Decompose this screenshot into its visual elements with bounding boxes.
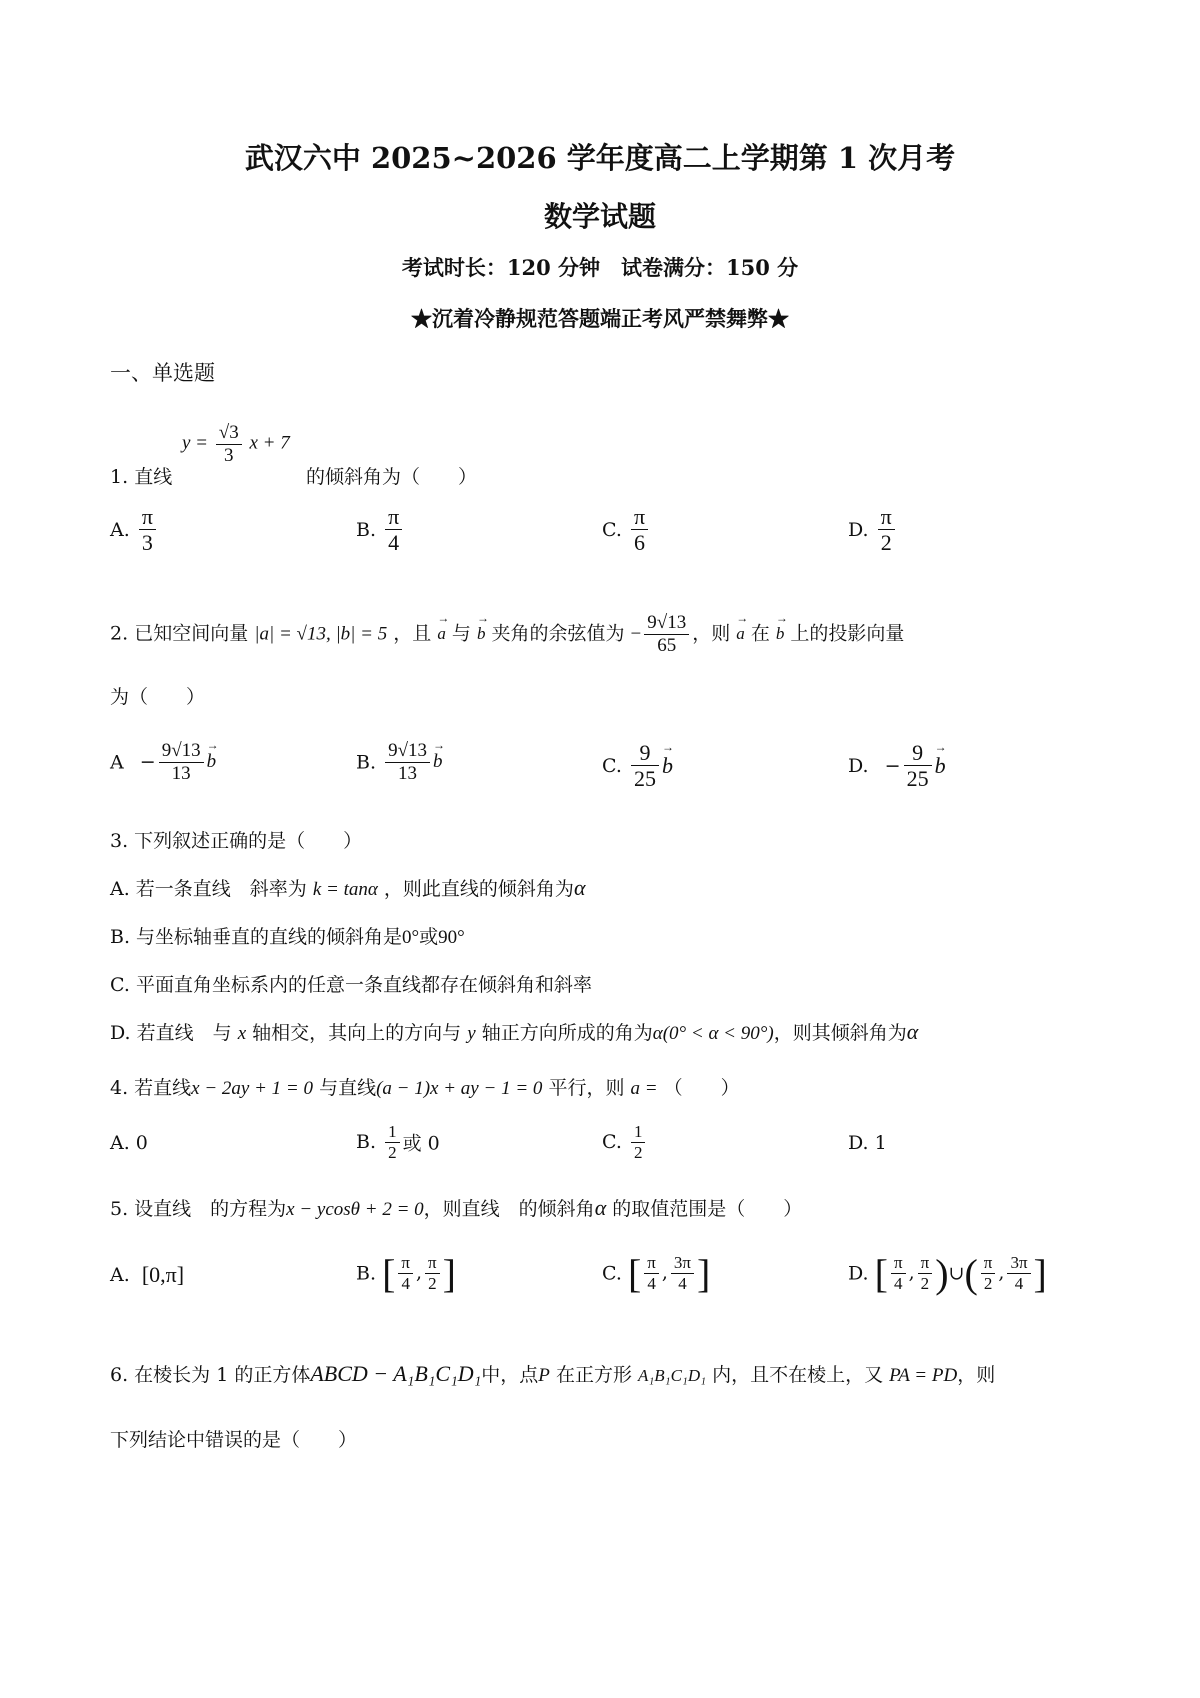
frac-numerator: 9 — [904, 740, 932, 766]
question-4 — [110, 1073, 740, 1100]
q1-post: 的倾斜角为（ ） — [306, 466, 478, 488]
question-text: 6. 在棱长为 1 的正方体 — [110, 1364, 311, 1386]
question-text: 内，且不在棱上，又 — [712, 1364, 884, 1386]
subject-title: 数学试题 — [543, 200, 656, 233]
q2-line2: 为（ ） — [110, 686, 206, 708]
question-text: 上的投影向量 — [790, 622, 905, 645]
question-text: 在正方形 — [555, 1364, 632, 1386]
question-text: （ ） — [663, 1077, 740, 1099]
question-1 — [110, 462, 172, 489]
q1-option-b[interactable] — [356, 504, 405, 556]
q1-option-d[interactable] — [848, 504, 898, 556]
exam-motto: ★沉着冷静规范答题端正考风严禁舞弊★ — [411, 306, 789, 331]
frac-numerator: 9 — [631, 740, 659, 766]
question-5 — [110, 1194, 802, 1221]
question-text: 4. 若直线 — [110, 1077, 192, 1099]
option-label: B. — [356, 518, 377, 541]
option-text: ，则其倾斜角为 — [773, 1022, 907, 1044]
frac-numerator: √3 — [216, 422, 242, 445]
q1-option-a[interactable] — [110, 504, 159, 556]
frac-denominator: 6 — [634, 530, 645, 556]
option-text: D. 若直线 与 — [110, 1022, 232, 1044]
frac-denominator: 3 — [141, 530, 153, 556]
option-math: y — [467, 1023, 476, 1044]
frac-denominator: 13 — [171, 762, 191, 784]
q2-option-a[interactable] — [110, 740, 216, 785]
question-text: 直线 — [134, 466, 173, 488]
q4-option-b[interactable] — [356, 1122, 440, 1162]
option-math: k = tanα — [312, 879, 378, 900]
frac-denominator: 13 — [398, 762, 418, 784]
option-label: C. — [602, 518, 622, 541]
option-label: D. — [848, 754, 869, 777]
formula-tail: x + 7 — [249, 432, 290, 454]
vector-condition: |a| = √13, |b| = 5 — [254, 623, 388, 645]
square-name: A₁B₁C₁D₁ — [638, 1366, 707, 1385]
q6-line2: 下列结论中错误的是（ ） — [110, 1429, 358, 1451]
q4-option-c[interactable] — [602, 1122, 648, 1162]
option-sign: − — [139, 751, 156, 774]
vector-b: → b — [776, 624, 785, 644]
q3-option-c[interactable]: C. 平面直角坐标系内的任意一条直线都存在倾斜角和斜率 — [110, 974, 592, 996]
question-text: ，则 — [957, 1364, 996, 1386]
frac-numerator: π — [631, 504, 648, 530]
vector-b: → b — [477, 624, 486, 644]
frac-denominator: 4 — [388, 530, 400, 556]
q5-option-d[interactable]: D. [ $\frac{\pi}{4}$ , $\frac{\pi}{2}$ )∪( $\frac{\pi}{2}$ , $\frac{3\pi}{4}$ ] — [848, 1251, 1047, 1296]
question-text: 与 — [451, 622, 471, 645]
q1-formula — [182, 422, 290, 467]
variable: α — [594, 1195, 607, 1220]
option-label: A. — [110, 518, 130, 541]
q5-option-b[interactable]: B. [ $\frac{\pi}{4}$ , $\frac{\pi}{2}$ ] — [356, 1251, 456, 1296]
q3-option-b[interactable] — [110, 922, 465, 949]
q5-option-a[interactable] — [110, 1262, 184, 1288]
frac-numerator: π — [878, 504, 895, 530]
option-text: A. 若一条直线 斜率为 — [110, 878, 307, 900]
option-text: ，则此直线的倾斜角为 — [383, 878, 574, 900]
frac-denominator: 25 — [633, 766, 656, 792]
option-label: A. — [110, 1264, 130, 1286]
option-math: α — [573, 875, 586, 900]
question-text: 5. 设直线 的方程为 — [110, 1198, 287, 1220]
q2-option-c[interactable] — [602, 740, 673, 792]
variable: a = — [630, 1078, 658, 1099]
frac-denominator: 25 — [906, 766, 929, 792]
question-text: 在 — [750, 622, 770, 645]
question-text: 与直线 — [319, 1077, 377, 1099]
vector-b: → b — [662, 753, 673, 779]
vector-b: → b — [207, 751, 217, 773]
option-math: 0°或90° — [402, 927, 465, 948]
option-label: B. — [356, 751, 377, 774]
question-text: ，则直线 的倾斜角 — [423, 1198, 595, 1220]
cube-name: ABCD − A₁B₁C₁D₁ — [310, 1361, 482, 1386]
question-text: 平行，则 — [548, 1077, 625, 1099]
frac-denominator: 3 — [223, 444, 234, 466]
frac-numerator: 1 — [385, 1122, 400, 1143]
option-label: C. — [602, 1262, 622, 1285]
equation: (a − 1)x + ay − 1 = 0 — [376, 1078, 543, 1099]
option-math: x — [237, 1023, 247, 1044]
vector-b: → b — [433, 751, 443, 773]
option-label: C. — [602, 754, 622, 777]
q4-option-a[interactable]: A. 0 — [110, 1132, 148, 1154]
condition: PA = PD — [889, 1365, 958, 1386]
question-text: 夹角的余弦值为 — [491, 622, 625, 645]
point-p: P — [538, 1365, 550, 1386]
question-3: 3. 下列叙述正确的是（ ） — [110, 830, 363, 852]
question-text: 已知空间向量 — [134, 622, 249, 645]
frac-numerator: 1 — [631, 1122, 646, 1143]
section-label: 一、单选题 — [110, 361, 215, 385]
frac-numerator: 9√13 — [385, 740, 430, 763]
q1-option-c[interactable] — [602, 504, 651, 556]
option-label: C. — [602, 1131, 622, 1154]
question-text: 的取值范围是（ ） — [612, 1198, 803, 1220]
option-label: A — [110, 751, 124, 774]
formula-y: y = — [182, 432, 209, 454]
exam-info: 考试时长：120 分钟 试卷满分：150 分 — [401, 255, 799, 280]
option-label: B. — [356, 1131, 377, 1154]
question-number: 1. — [110, 466, 129, 488]
q3-option-a[interactable] — [110, 874, 586, 901]
vector-a: → a — [736, 624, 745, 644]
option-text: 轴相交，其向上的方向与 — [252, 1022, 462, 1044]
option-label: B. — [356, 1262, 377, 1285]
q2-option-b[interactable] — [356, 740, 443, 785]
frac-numerator: 9√13 — [159, 740, 204, 763]
option-sign: − — [884, 754, 901, 777]
frac-numerator: π — [385, 504, 402, 530]
option-math: α(0° < α < 90°) — [652, 1023, 774, 1044]
question-text: ，且 — [393, 622, 432, 645]
frac-numerator: 9√13 — [644, 612, 689, 635]
question-text: ，则 — [692, 622, 731, 645]
q3-option-d[interactable] — [110, 1018, 918, 1045]
frac-denominator: 2 — [633, 1142, 643, 1162]
q4-option-d[interactable]: D. 1 — [848, 1132, 887, 1154]
union-symbol: ∪ — [948, 1262, 965, 1285]
frac-numerator: π — [139, 504, 156, 530]
equation: x − 2ay + 1 = 0 — [191, 1078, 314, 1099]
question-text: 中，点 — [481, 1364, 539, 1386]
frac-denominator: 2 — [880, 530, 892, 556]
question-2: 2. 已知空间向量 |a| = √13, |b| = 5 ，且 → a 与 → b 夹角的余弦值为 − $\frac{9√13}{65}$ ，则 → a 在 → b 上的投影向量 — [110, 612, 904, 657]
question-6 — [110, 1360, 995, 1387]
question-number: 2. — [110, 622, 129, 645]
option-math: α — [906, 1019, 919, 1044]
vector-a: → a — [437, 624, 446, 644]
vector-b: → b — [935, 753, 946, 779]
exam-title: 武汉六中 2025~2026 学年度高二上学期第 1 次月考 — [244, 141, 956, 175]
frac-denominator: 65 — [657, 634, 677, 656]
option-text: B. 与坐标轴垂直的直线的倾斜角是 — [110, 926, 403, 948]
option-label: D. — [848, 1262, 869, 1285]
frac-denominator: 2 — [388, 1142, 397, 1162]
equation: x − ycosθ + 2 = 0 — [286, 1199, 424, 1220]
option-text: 轴正方向所成的角为 — [481, 1022, 653, 1044]
option-label: D. — [848, 518, 869, 541]
q2-option-d[interactable] — [848, 740, 946, 792]
q5-option-c[interactable]: C. [ $\frac{\pi}{4}$ , $\frac{3\pi}{4}$ ] — [602, 1251, 711, 1296]
option-text: 或 0 — [402, 1132, 440, 1155]
interval: [0,π] — [141, 1262, 185, 1287]
